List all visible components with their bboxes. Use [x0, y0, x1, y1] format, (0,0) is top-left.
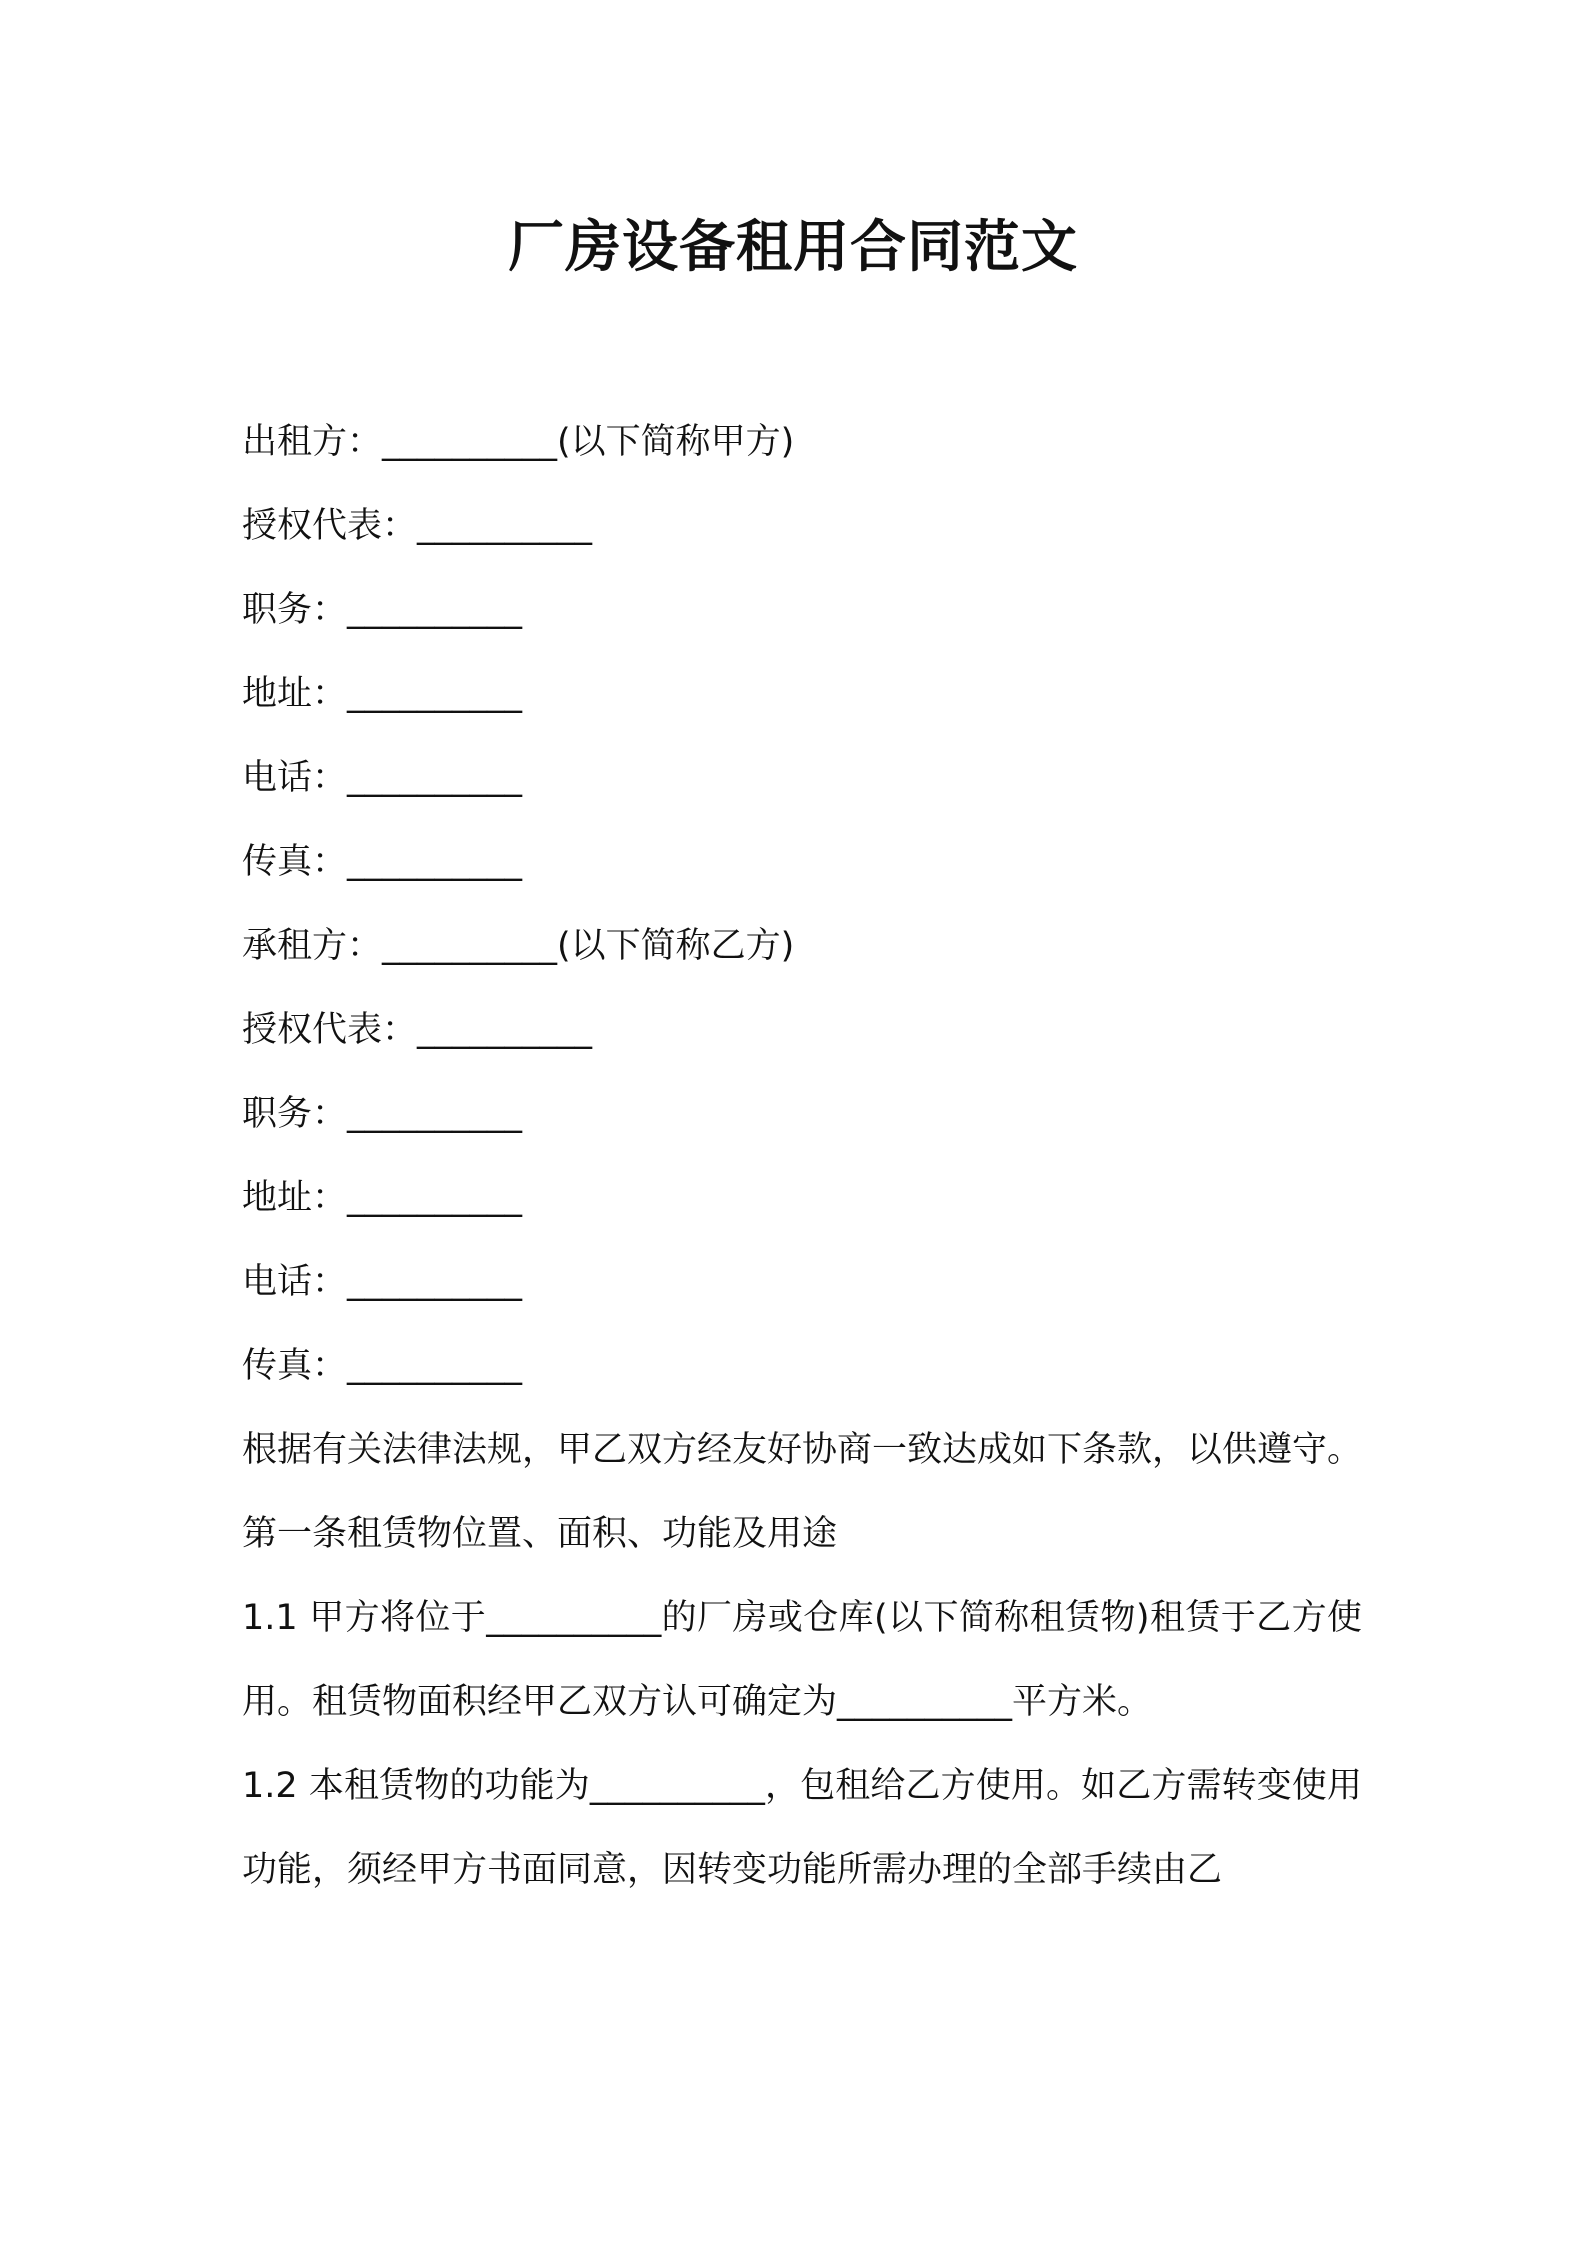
lessor-fax-line: 传真：__________: [242, 842, 523, 882]
preamble-paragraph: 根据有关法律法规，甲乙双方经友好协商一致达成如下条款，以供遵守。: [242, 1430, 1363, 1470]
lessor-position-line: 职务：__________: [242, 590, 523, 630]
document-title: 厂房设备租用合同范文: [508, 215, 1078, 280]
document-body: [242, 400, 1362, 1912]
lessor-representative-line: 授权代表：__________: [242, 506, 593, 546]
lessee-name-line: 承租方：__________(以下简称乙方): [242, 926, 795, 966]
lessee-fax-line: 传真：__________: [242, 1346, 523, 1386]
clause-1-2-paragraph: 1.2 本租赁物的功能为__________，包租给乙方使用。如乙方需转变使用功能，须经甲方书面同意，因转变功能所需办理的全部手续由乙: [242, 1766, 1362, 1890]
article-1-heading: 第一条租赁物位置、面积、功能及用途: [242, 1514, 838, 1554]
lessor-address-line: 地址：__________: [242, 674, 523, 714]
lessor-name-line: 出租方：__________(以下简称甲方): [242, 422, 795, 462]
lessee-address-line: 地址：__________: [242, 1178, 523, 1218]
lessee-position-line: 职务：__________: [242, 1094, 523, 1134]
clause-1-1-paragraph: 1.1 甲方将位于__________的厂房或仓库(以下简称租赁物)租赁于乙方使用。租赁物面积经甲乙双方认可确定为__________平方米。: [242, 1598, 1362, 1722]
lessee-phone-line: 电话：__________: [242, 1262, 523, 1302]
lessee-representative-line: 授权代表：__________: [242, 1010, 593, 1050]
lessor-phone-line: 电话：__________: [242, 758, 523, 798]
